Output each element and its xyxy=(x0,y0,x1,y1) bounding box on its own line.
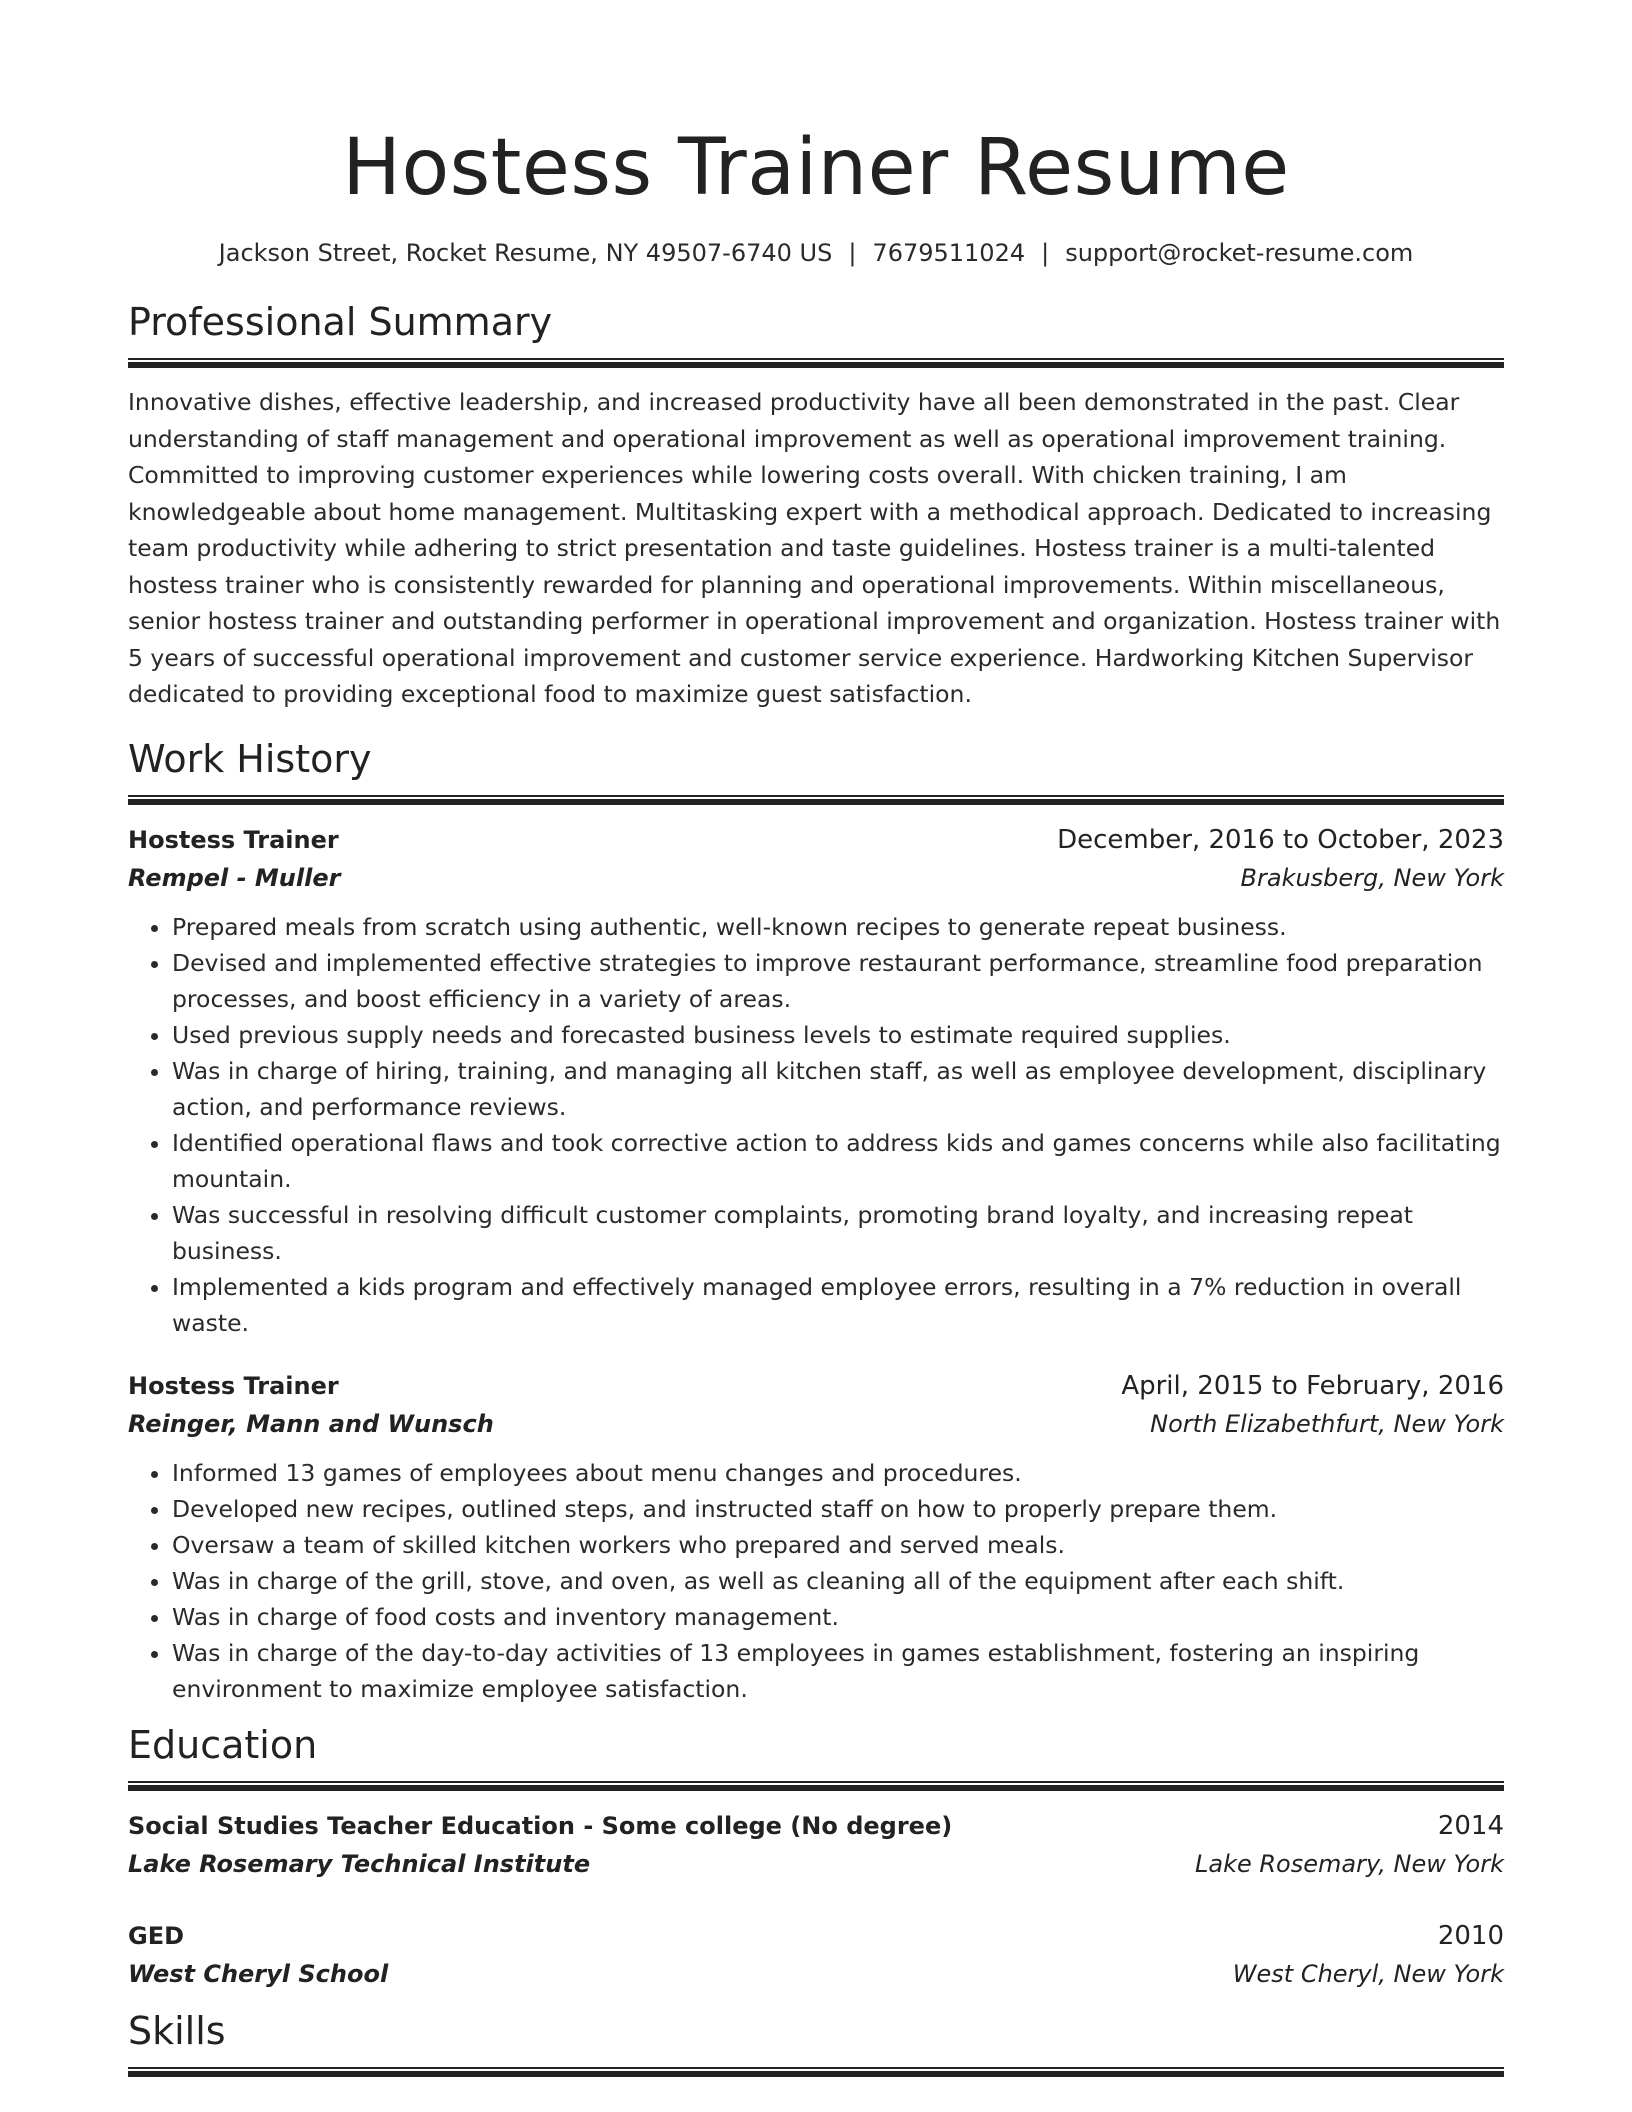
job-dates: December, 2016 to October, 2023 xyxy=(1057,824,1504,855)
contact-address: Jackson Street, Rocket Resume, NY 49507-6740 US xyxy=(218,239,833,267)
job-bullets xyxy=(128,909,1504,1341)
job-title: Hostess Trainer xyxy=(128,825,339,854)
education-school-row xyxy=(128,1845,1504,1883)
section-divider xyxy=(128,1781,1504,1791)
job-bullet: • Informed 13 games of employees about menu changes and procedures. xyxy=(172,1455,1504,1491)
job-bullet: • Was successful in resolving difficult customer complaints, promoting brand loyalty, and increasing repeat business. xyxy=(172,1197,1504,1269)
job-company-row xyxy=(128,859,1504,897)
job-bullet: • Prepared meals from scratch using authentic, well-known recipes to generate repeat business. xyxy=(172,909,1504,945)
education-school: Lake Rosemary Technical Institute xyxy=(128,1849,591,1878)
education-school: West Cheryl School xyxy=(128,1959,389,1988)
contact-phone: 7679511024 xyxy=(872,239,1026,267)
job-bullet: • Developed new recipes, outlined steps, and instructed staff on how to properly prepare them. xyxy=(172,1491,1504,1527)
section-divider xyxy=(128,358,1504,368)
work-history-section xyxy=(128,735,1504,1707)
education-entry xyxy=(128,1807,1504,1883)
education-degree: GED xyxy=(128,1921,185,1950)
contact-separator: | xyxy=(1041,239,1050,267)
job-bullet: • Was in charge of food costs and inventory management. xyxy=(172,1599,1504,1635)
education-year: 2010 xyxy=(1437,1920,1504,1951)
section-divider xyxy=(128,795,1504,805)
summary-section xyxy=(128,298,1504,713)
job-header-row xyxy=(128,1367,1504,1405)
education-header-row xyxy=(128,1807,1504,1845)
job-bullets xyxy=(128,1455,1504,1707)
job-bullet: • Identified operational flaws and took corrective action to address kids and games concerns while also facilitating mountain. xyxy=(172,1125,1504,1197)
job-bullet: • Devised and implemented effective strategies to improve restaurant performance, streamline food preparation processes, and boost efficiency in a variety of areas. xyxy=(172,945,1504,1017)
skills-heading: Skills xyxy=(128,2008,226,2053)
contact-separator: | xyxy=(848,239,857,267)
job-bullet: • Was in charge of the day-to-day activities of 13 employees in games establishment, fostering an inspiring environment to maximize employee satisfaction. xyxy=(172,1635,1504,1707)
education-entry xyxy=(128,1917,1504,1993)
job-entry xyxy=(128,1367,1504,1707)
education-location: West Cheryl, New York xyxy=(1232,1959,1504,1988)
education-location: Lake Rosemary, New York xyxy=(1195,1849,1504,1878)
job-header-row xyxy=(128,821,1504,859)
job-dates: April, 2015 to February, 2016 xyxy=(1121,1370,1504,1401)
education-year: 2014 xyxy=(1437,1810,1504,1841)
contact-line xyxy=(128,236,1504,270)
education-school-row xyxy=(128,1955,1504,1993)
job-bullet: • Was in charge of the grill, stove, and oven, as well as cleaning all of the equipment after each shift. xyxy=(172,1563,1504,1599)
education-heading: Education xyxy=(128,1722,318,1767)
summary-text: Innovative dishes, effective leadership, and increased productivity have all been demonstrated in the past. Clear understanding of staff management and operational improvement as well as operational improvement training. Committed to improving customer experiences while lowering costs overall. With chicken training, I am knowledgeable about home management. Multitasking expert with a methodical approach. Dedicated to increasing team productivity while adhering to strict presentation and taste guidelines. Hostess trainer is a multi-talented hostess trainer who is consistently rewarded for planning and operational improvements. Within miscellaneous, senior hostess trainer and outstanding performer in operational improvement and organization. Hostess trainer with 5 years of successful operational improvement and customer service experience. Hardworking Kitchen Supervisor dedicated to providing exceptional food to maximize guest satisfaction. xyxy=(128,388,1501,708)
summary-heading: Professional Summary xyxy=(128,300,553,344)
job-bullet: • Implemented a kids program and effectively managed employee errors, resulting in a 7% reduction in overall waste. xyxy=(172,1269,1504,1341)
contact-email: support@rocket-resume.com xyxy=(1065,239,1414,267)
education-degree: Social Studies Teacher Education - Some college (No degree) xyxy=(128,1811,953,1840)
skills-section xyxy=(128,2007,1504,2077)
section-divider xyxy=(128,2067,1504,2077)
resume-title: Hostess Trainer Resume xyxy=(342,123,1290,213)
job-company: Rempel - Muller xyxy=(128,863,341,892)
education-header-row xyxy=(128,1917,1504,1955)
work-history-heading: Work History xyxy=(128,736,372,781)
job-location: North Elizabethfurt, New York xyxy=(1150,1409,1504,1438)
job-title: Hostess Trainer xyxy=(128,1371,339,1400)
job-location: Brakusberg, New York xyxy=(1240,863,1504,892)
job-bullet: • Oversaw a team of skilled kitchen workers who prepared and served meals. xyxy=(172,1527,1504,1563)
education-section xyxy=(128,1721,1504,1993)
job-company-row xyxy=(128,1405,1504,1443)
job-bullet: • Was in charge of hiring, training, and managing all kitchen staff, as well as employee development, disciplinary action, and performance reviews. xyxy=(172,1053,1504,1125)
job-company: Reinger, Mann and Wunsch xyxy=(128,1409,494,1438)
job-bullet: • Used previous supply needs and forecasted business levels to estimate required supplies. xyxy=(172,1017,1504,1053)
job-entry xyxy=(128,821,1504,1341)
